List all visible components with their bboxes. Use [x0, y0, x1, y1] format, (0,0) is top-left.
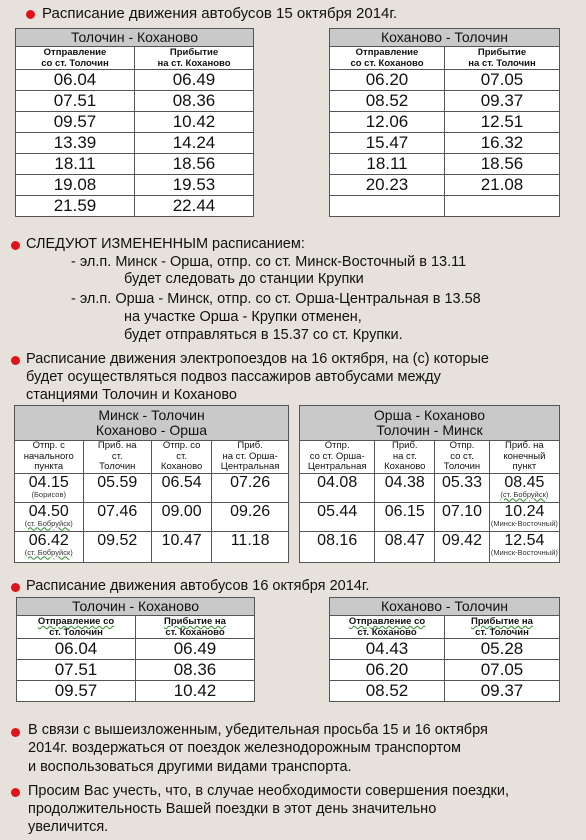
- time-cell: 06.49: [136, 639, 255, 660]
- bullet-icon: [26, 10, 35, 19]
- col-header: со ст. Коханово: [350, 58, 424, 69]
- col-header: Приб.: [392, 440, 418, 451]
- notice-line: увеличится.: [28, 819, 109, 835]
- bullet-icon: [11, 728, 20, 737]
- time-cell: 06.04: [16, 70, 135, 91]
- time-cell: 08.47: [375, 531, 435, 562]
- time-cell: 09.37: [445, 91, 560, 112]
- change-line: будет отправляться в 15.37 со ст. Крупки.: [124, 327, 403, 343]
- col-header: со ст. Толочин: [41, 58, 109, 69]
- col-header: ст.: [111, 450, 123, 462]
- col-header: со ст.: [450, 450, 474, 462]
- time-cell: 21.59: [16, 196, 135, 217]
- table-title: Орша - Коханово: [373, 407, 486, 423]
- col-header: пункта: [34, 461, 64, 472]
- time-cell: 04.43: [330, 639, 445, 660]
- col-header: ст. Толочин: [49, 627, 103, 638]
- time-cell: 21.08: [445, 175, 560, 196]
- time-cell: 09.57: [16, 112, 135, 133]
- time-cell: 10.42: [135, 112, 254, 133]
- col-header: Отправление со: [37, 616, 115, 627]
- col-header: Центральная: [220, 461, 280, 472]
- time-cell: 20.23: [330, 175, 445, 196]
- time-cell: 04.38: [375, 473, 435, 502]
- time-cell: 13.39: [16, 133, 135, 154]
- time-cell: 06.15: [375, 502, 435, 531]
- col-header: пункт: [512, 461, 537, 472]
- table-title: Коханово - Толочин: [330, 598, 560, 616]
- station-note: (Минск-Восточный): [490, 518, 558, 528]
- time-cell: 08.16: [300, 531, 375, 562]
- time-cell: 11.18: [212, 531, 289, 562]
- notice-line: и воспользоваться другими видами транспорта.: [28, 759, 352, 775]
- bus-table-15-tolochin-kokhanovo: [15, 28, 254, 217]
- time-cell: 14.24: [135, 133, 254, 154]
- time-cell: 06.20: [330, 70, 445, 91]
- time-cell: 10.47: [152, 531, 212, 562]
- time-cell: 05.28: [445, 639, 560, 660]
- col-header: на ст. Толочин: [468, 58, 536, 69]
- time-cell: 06.04: [17, 639, 136, 660]
- col-header: Прибытие на: [471, 616, 533, 627]
- col-header: Отпр.: [449, 440, 475, 451]
- col-header: ст. Коханово: [357, 627, 417, 638]
- time-cell: 07.10: [435, 502, 490, 531]
- time-cell: 09.52: [83, 531, 152, 562]
- change-line: на участке Орша - Крупки отменен,: [124, 309, 362, 325]
- notice-line: 2014г. воздержаться от поездок железнодорожным транспортом: [28, 740, 461, 756]
- time-cell: 12.51: [445, 112, 560, 133]
- train-table-orsha-minsk: [299, 405, 560, 563]
- time-cell: 05.33: [435, 473, 490, 502]
- col-header: со ст. Орша-: [309, 450, 365, 462]
- table-title: Коханово - Толочин: [330, 29, 560, 47]
- train-table-minsk-orsha: [14, 405, 289, 563]
- col-header: ст. Толочин: [475, 627, 529, 638]
- col-header: Коханово: [160, 461, 203, 472]
- table-title: Коханово - Орша: [95, 422, 208, 438]
- col-header: Толочин: [443, 461, 481, 472]
- col-header: Отпр.: [324, 440, 350, 451]
- time-cell: [330, 196, 445, 217]
- col-header: Прибытие: [477, 47, 527, 58]
- time-cell: 09.26: [212, 502, 289, 531]
- bullet-icon: [11, 356, 20, 365]
- section1-title: Расписание движения автобусов 15 октября 2014г.: [42, 5, 398, 22]
- table-title: Минск - Толочин: [98, 407, 205, 423]
- time-cell: 04.08: [300, 473, 375, 502]
- col-header: Толочин: [99, 461, 136, 472]
- bus-table-15-kokhanovo-tolochin: [329, 28, 560, 217]
- section3-title: станциями Толочин и Коханово: [26, 387, 237, 403]
- time-cell: 07.05: [445, 660, 560, 681]
- time-cell: 07.26: [212, 473, 289, 502]
- col-header: ст.: [176, 450, 187, 462]
- time-cell: 19.53: [135, 175, 254, 196]
- notice-line: В связи с вышеизложенным, убедительная просьба 15 и 16 октября: [28, 722, 488, 738]
- time-cell: 06.42: [28, 531, 69, 549]
- time-cell: 15.47: [330, 133, 445, 154]
- time-cell: 05.44: [300, 502, 375, 531]
- change-line: будет следовать до станции Крупки: [124, 271, 364, 287]
- time-cell: 04.50: [28, 502, 69, 520]
- section3-title: будет осуществляться подвоз пассажиров автобусами между: [26, 369, 441, 385]
- col-header: Приб. на: [97, 440, 137, 451]
- time-cell: 08.36: [135, 91, 254, 112]
- time-cell: 22.44: [135, 196, 254, 217]
- station-note: (ст. Бобруйск): [500, 489, 549, 499]
- change-line: - эл.п. Орша - Минск, отпр. со ст. Орша-Центральная в 13.58: [71, 291, 481, 307]
- col-header: на ст.: [392, 450, 417, 462]
- time-cell: 18.56: [135, 154, 254, 175]
- time-cell: 07.51: [17, 660, 136, 681]
- time-cell: 09.57: [17, 681, 136, 702]
- time-cell: 16.32: [445, 133, 560, 154]
- col-header: Отпр. с: [32, 440, 65, 451]
- col-header: Прибытие: [169, 47, 219, 58]
- time-cell: 09.42: [435, 531, 490, 562]
- time-cell: 12.06: [330, 112, 445, 133]
- time-cell: 06.20: [330, 660, 445, 681]
- time-cell: 07.51: [16, 91, 135, 112]
- time-cell: 10.42: [136, 681, 255, 702]
- bus-table-16-tolochin-kokhanovo: [16, 597, 255, 702]
- bullet-icon: [11, 241, 20, 250]
- col-header: конечный: [503, 450, 546, 462]
- time-cell: 04.15: [28, 473, 69, 491]
- change-line: - эл.п. Минск - Орша, отпр. со ст. Минск-Восточный в 13.11: [71, 254, 467, 270]
- bullet-icon: [11, 583, 20, 592]
- time-cell: 10.24: [504, 502, 545, 520]
- notice-line: Просим Вас учесть, что, в случае необходимости совершения поездки,: [28, 783, 509, 799]
- time-cell: 08.45: [504, 473, 545, 491]
- time-cell: 12.54: [504, 531, 545, 549]
- time-cell: 08.52: [330, 681, 445, 702]
- col-header: начального: [23, 450, 74, 462]
- col-header: Прибытие на: [164, 616, 226, 627]
- col-header: Отпр. со: [162, 440, 201, 451]
- time-cell: 07.46: [83, 502, 152, 531]
- col-header: на ст. Коханово: [157, 58, 231, 69]
- col-header: Центральная: [307, 461, 367, 472]
- table-title: Толочин - Коханово: [17, 598, 255, 616]
- bus-table-16-kokhanovo-tolochin: [329, 597, 560, 702]
- notice-line: продолжительность Вашей поездки в этот день значительно: [28, 801, 437, 817]
- station-note: (ст. Бобруйск): [24, 518, 73, 528]
- time-cell: 18.11: [16, 154, 135, 175]
- col-header: Коханово: [384, 461, 426, 472]
- time-cell: 09.00: [152, 502, 212, 531]
- col-header: ст. Коханово: [165, 627, 225, 638]
- time-cell: 07.05: [445, 70, 560, 91]
- col-header: Приб. на: [505, 440, 544, 451]
- section2-title: СЛЕДУЮТ ИЗМЕНЕННЫМ расписанием:: [26, 236, 305, 252]
- section4-title: Расписание движения автобусов 16 октября 2014г.: [26, 578, 370, 594]
- table-title: Толочин - Минск: [376, 422, 483, 438]
- time-cell: 08.52: [330, 91, 445, 112]
- time-cell: 08.36: [136, 660, 255, 681]
- col-header: Приб.: [237, 440, 263, 451]
- table-title: Толочин - Коханово: [16, 29, 254, 47]
- time-cell: [445, 196, 560, 217]
- time-cell: 18.56: [445, 154, 560, 175]
- station-note: (Минск-Восточный): [490, 547, 558, 557]
- section3-title: Расписание движения электропоездов на 16 октября, на (с) которые: [26, 351, 489, 367]
- station-note: (Борисов): [31, 489, 66, 499]
- time-cell: 06.54: [152, 473, 212, 502]
- time-cell: 05.59: [83, 473, 152, 502]
- bullet-icon: [11, 788, 20, 797]
- col-header: Отправление: [43, 47, 107, 58]
- time-cell: 18.11: [330, 154, 445, 175]
- time-cell: 19.08: [16, 175, 135, 196]
- col-header: на ст. Орша-: [222, 450, 278, 462]
- col-header: Отправление со: [348, 616, 426, 627]
- time-cell: 09.37: [445, 681, 560, 702]
- station-note: (ст. Бобруйск): [24, 547, 73, 557]
- col-header: Отправление: [355, 47, 419, 58]
- time-cell: 06.49: [135, 70, 254, 91]
